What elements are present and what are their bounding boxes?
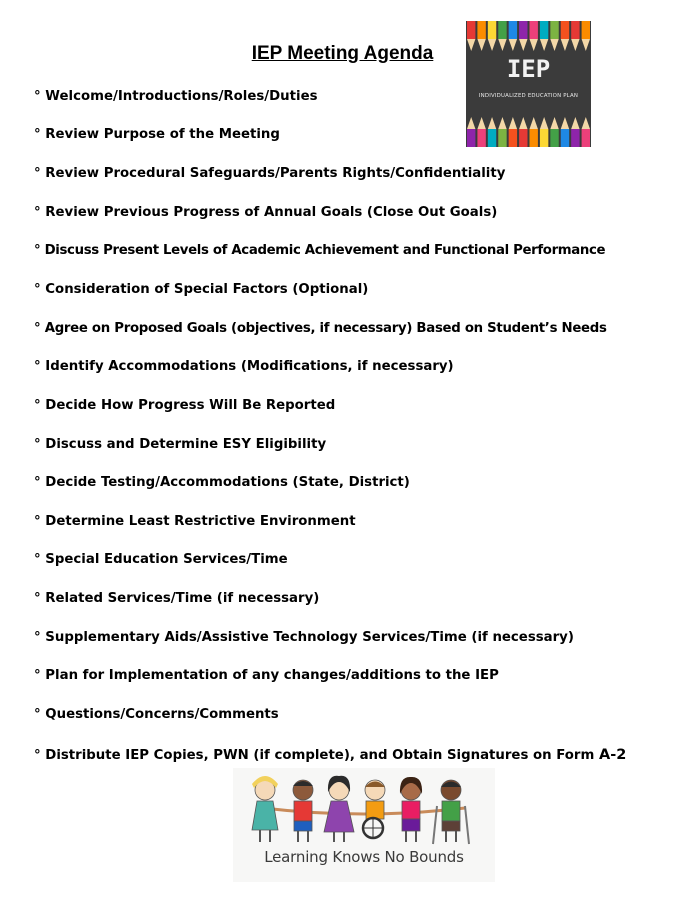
pencil-icon	[467, 21, 475, 39]
agenda-item: ° Plan for Implementation of any changes/additions to the IEP	[34, 668, 499, 683]
pencil-icon	[509, 21, 517, 39]
agenda-item: ° Discuss Present Levels of Academic Achievement and Functional Performance	[34, 243, 606, 258]
pencil-icon	[509, 129, 517, 147]
pencil-icon	[530, 21, 538, 39]
agenda-item: ° Related Services/Time (if necessary)	[34, 591, 320, 606]
badge-subtitle: INDIVIDUALIZED EDUCATION PLAN	[478, 93, 579, 99]
agenda-item: ° Decide How Progress Will Be Reported	[34, 398, 336, 413]
agenda-item: ° Determine Least Restrictive Environment	[34, 514, 356, 529]
agenda-item: ° Questions/Concerns/Comments	[34, 707, 279, 722]
learning-knows-no-bounds-logo	[233, 768, 495, 882]
pencil-icon	[571, 21, 579, 39]
agenda-item: ° Agree on Proposed Goals (objectives, if necessary) Based on Student’s Needs	[34, 321, 607, 336]
children-holding-hands-icon	[233, 768, 495, 848]
agenda-item: ° Distribute IEP Copies, PWN (if complete), and Obtain Signatures on Form A-2	[34, 747, 627, 763]
pencil-icon	[582, 21, 590, 39]
agenda-item: ° Decide Testing/Accommodations (State, District)	[34, 475, 410, 490]
agenda-item: ° Discuss and Determine ESY Eligibility	[34, 437, 327, 452]
pencil-icon	[540, 21, 548, 39]
pencil-icon	[582, 129, 590, 147]
iep-badge-image	[466, 21, 591, 147]
pencil-icon	[561, 21, 569, 39]
page-title: IEP Meeting Agenda	[251, 43, 434, 64]
pencil-icon	[488, 129, 496, 147]
agenda-item: ° Review Previous Progress of Annual Goals (Close Out Goals)	[34, 205, 498, 220]
pencil-icon	[477, 129, 485, 147]
pencil-icon	[477, 21, 485, 39]
pencil-icon	[498, 21, 506, 39]
pencil-icon	[530, 129, 538, 147]
pencil-icon	[540, 129, 548, 147]
agenda-item: ° Special Education Services/Time	[34, 552, 288, 567]
agenda-item: ° Identify Accommodations (Modifications, if necessary)	[34, 359, 454, 374]
pencil-icon	[519, 129, 527, 147]
badge-title: IEP	[506, 55, 551, 83]
agenda-item: ° Supplementary Aids/Assistive Technology Services/Time (if necessary)	[34, 630, 574, 645]
pencil-icon	[498, 129, 506, 147]
pencil-icon	[561, 129, 569, 147]
pencil-icon	[571, 129, 579, 147]
agenda-item: ° Consideration of Special Factors (Optional)	[34, 282, 369, 297]
pencil-chalkboard-icon	[466, 21, 591, 147]
agenda-item: ° Welcome/Introductions/Roles/Duties	[34, 89, 318, 104]
logo-tagline: Learning Knows No Bounds	[264, 848, 464, 866]
pencil-icon	[467, 129, 475, 147]
pencil-icon	[550, 21, 558, 39]
pencil-icon	[519, 21, 527, 39]
pencil-icon	[550, 129, 558, 147]
agenda-item: ° Review Procedural Safeguards/Parents Rights/Confidentiality	[34, 166, 506, 181]
agenda-item: ° Review Purpose of the Meeting	[34, 127, 280, 142]
pencil-icon	[488, 21, 496, 39]
